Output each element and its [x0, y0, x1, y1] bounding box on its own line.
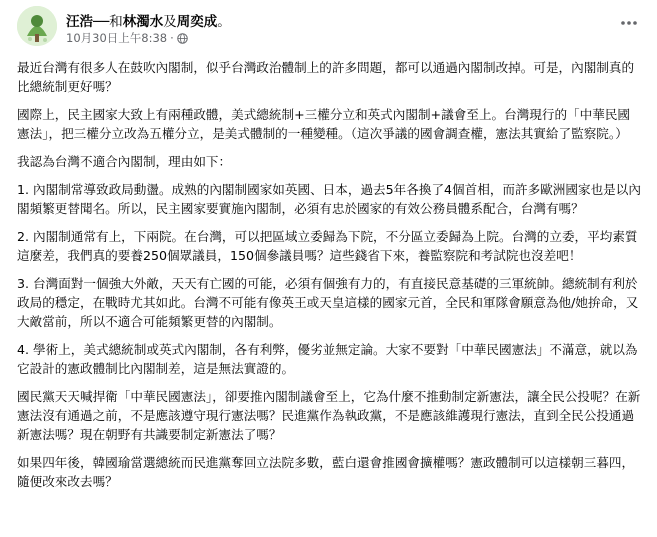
post-paragraph: 1. 內閣制常導致政局動盪。成熟的內閣制國家如英國、日本，過去5年各換了4個首相，而許多歐洲國家也是以內閣頻繁更替聞名。所以，民主國家要實施內閣制，必須有忠於國家的有效公務員體系配合，台灣有嗎？ [17, 182, 641, 216]
post-meta [66, 30, 188, 46]
post-body [17, 58, 642, 500]
author-avatar[interactable] [17, 6, 57, 46]
post-paragraph: 2. 內閣制通常有上，下兩院。在台灣，可以把區域立委歸為下院，不分區立委歸為上院。台灣的立委，平均素質這麼差，我們真的要養250個眾議員，150個參議員嗎？這些錢省下來，養監察院和考試院也沒差吧！ [17, 229, 638, 263]
post-paragraph: 國際上，民主國家大致上有兩種政體，美式總統制+三權分立和英式內閣制+議會至上。台灣現行的「中華民國憲法」，把三權分立改為五權分立，是美式體制的一種變種。（這次爭議的國會調查權，憲法其實給了監察院。） [17, 107, 631, 141]
with-text: 和 [109, 14, 123, 30]
tagged-user-1-link[interactable]: 林濁水 [122, 14, 164, 30]
post-paragraph: 4. 學術上，美式總統制或英式內閣制，各有利弊，優劣並無定論。大家不要對「中華民國憲法」不滿意，就以為它設計的憲政體制比內閣制差，這是無法實證的。 [17, 342, 638, 376]
post-paragraph: 如果四年後，韓國瑜當選總統而民進黨奪回立法院多數，藍白還會推國會擴權嗎？憲政體制可以這樣朝三暮四，隨便改來改去嗎？ [17, 455, 635, 489]
author-name-link[interactable]: 汪浩 [66, 14, 93, 30]
tagged-user-2-link[interactable]: 周奕成 [176, 14, 218, 30]
post-header-title [66, 10, 231, 30]
globe-icon[interactable] [177, 33, 188, 44]
post-paragraph: 3. 台灣面對一個強大外敵，天天有亡國的可能，必須有個強有力的，有直接民意基礎的三軍統帥。總統制有利於政局的穩定，在戰時尤其如此。台灣不可能有像英王或天皇這樣的國家元首，全民和軍隊會願意為他/她拚命，又大敵當前，所以不適合可能頻繁更替的內閣制。 [17, 276, 639, 329]
title-separator: ── [93, 14, 110, 30]
and-text: 及 [163, 14, 177, 30]
post-paragraph: 國民黨天天喊捍衛「中華民國憲法」，卻要推內閣制議會至上，它為什麼不推動制定新憲法，讓全民公投呢？在新憲法沒有通過之前，不是應該遵守現行憲法嗎？民進黨作為執政黨，不是應該維護現行憲法，直到全民公投通過新憲法嗎？現在朝野有共識要制定新憲法了嗎？ [17, 389, 641, 442]
meta-dot: · [170, 31, 174, 45]
more-horizontal-icon [620, 20, 638, 26]
avatar-illustration-icon [17, 6, 57, 46]
post-timestamp-link[interactable]: 10月30日上午8:38 [66, 31, 168, 45]
title-period: 。 [217, 14, 231, 30]
more-options-button[interactable] [614, 8, 644, 38]
post-paragraph: 最近台灣有很多人在鼓吹內閣制，似乎台灣政治體制上的許多問題，都可以通過內閣制改掉。可是，內閣制真的比總統制更好嗎？ [17, 60, 635, 94]
post-paragraph: 我認為台灣不適合內閣制，理由如下： [17, 154, 232, 169]
